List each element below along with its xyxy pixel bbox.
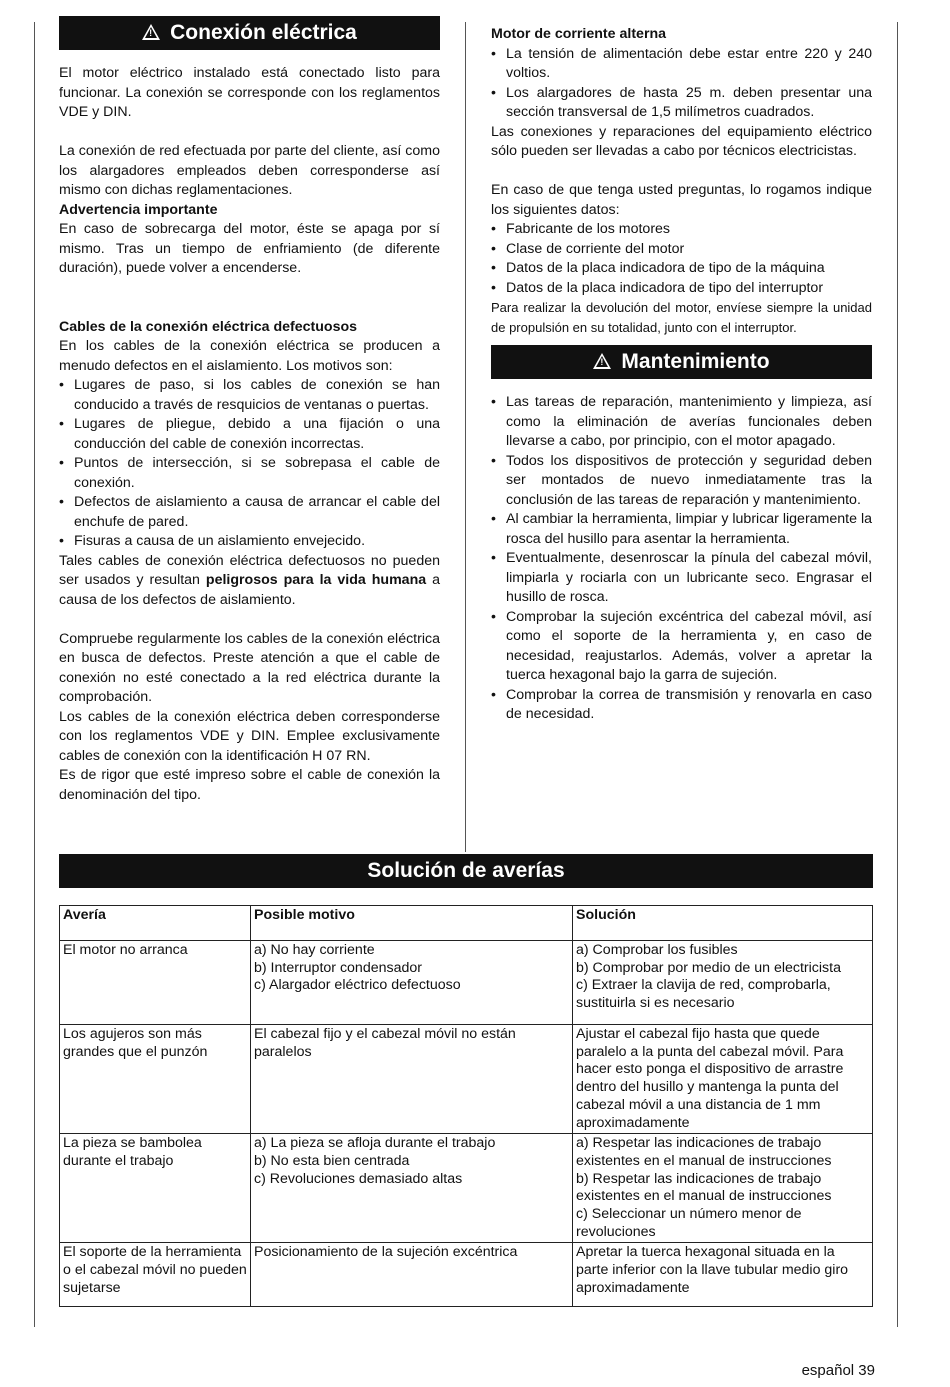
list-item: • Comprobar la correa de transmisión y renovarla en caso de necesidad. [491, 686, 872, 725]
section-header-conexion [59, 16, 440, 50]
table-row [60, 1243, 873, 1307]
troubleshooting-table [59, 905, 873, 1307]
list-item: • Fisuras a causa de un aislamiento envejecido. [59, 532, 440, 552]
section-title: Mantenimiento [621, 350, 770, 373]
paragraph: Para realizar la devolución del motor, envíese siempre la unidad de propulsión en su totalidad, junto con el interruptor. [491, 300, 872, 335]
list-item: • Clase de corriente del motor [491, 240, 872, 260]
table-row [60, 941, 873, 1025]
table-cell: Ajustar el cabezal fijo hasta que quede paralelo a la punta del cabezal móvil. Para hacer esto ponga el dispositivo de arrastre dentro del husillo y mantenga la punta del cabezal móvil a una distancia de 1 mm aproximadamente [573, 1025, 873, 1134]
bullet-list [491, 393, 872, 725]
section-title: Solución de averías [367, 859, 565, 882]
table-header-row [60, 906, 873, 941]
bullet-list [491, 220, 872, 298]
table-cell: Los agujeros son más grandes que el punzón [60, 1025, 251, 1134]
column-header: Avería [60, 906, 251, 941]
list-item: • Los alargadores de hasta 25 m. deben presentar una sección transversal de 1,5 milímetros cuadrados. [491, 84, 872, 123]
right-margin-rule [897, 22, 898, 1327]
list-item: • Las tareas de reparación, mantenimiento y limpieza, así como la eliminación de averías funcionales deben llevarse a cabo, por principio, con el motor apagado. [491, 393, 872, 452]
column-divider [465, 22, 466, 852]
paragraph: La conexión de red efectuada por parte del cliente, así como los alargadores empleados deben corresponderse así mismo con dichas reglamentaciones. [59, 143, 440, 198]
paragraph: Los cables de la conexión eléctrica deben corresponderse con los reglamentos VDE y DIN. Emplee exclusivamente cables de conexión con la identificación H 07 RN. [59, 708, 440, 764]
bullet-list [59, 376, 440, 552]
list-item: • Todos los dispositivos de protección y seguridad deben ser montados de nuevo inmediatamente tras la conclusión de las tareas de reparación y mantenimiento. [491, 452, 872, 511]
section-header-solucion [59, 854, 873, 888]
paragraph: En caso de sobrecarga del motor, éste se apaga por sí mismo. Tras un tiempo de enfriamiento (de diferente duración), puede volver a encenderse. [59, 221, 440, 276]
table-cell: a) Respetar las indicaciones de trabajo existentes en el manual de instrucciones b) Respetar las indicaciones de trabajo existentes en el manual de instrucciones c) Seleccionar un número menor de revoluciones [573, 1134, 873, 1243]
paragraph: Tales cables de conexión eléctrica defectuosos no pueden ser usados y resultan peligrosos para la vida humana a causa de los defectos de aislamiento. [59, 552, 441, 608]
column-header: Solución [573, 906, 873, 941]
table-cell: El soporte de la herramienta o el cabezal móvil no pueden sujetarse [60, 1243, 251, 1307]
warning-icon [142, 24, 160, 40]
left-margin-rule [34, 22, 35, 1327]
list-item: • La tensión de alimentación debe estar entre 220 y 240 voltios. [491, 45, 872, 84]
paragraph: Compruebe regularmente los cables de la conexión eléctrica en busca de defectos. Preste atención a que el cable de conexión no esté conectado a la red eléctrica durante la comprobación. [59, 630, 440, 705]
section-header-mantenimiento [491, 345, 872, 379]
list-item: • Comprobar la sujeción excéntrica del cabezal móvil, así como el soporte de la herramienta y, en caso de necesidad, reajustarlos. Además, volver a apretar la tuerca hexagonal bajo la garra de sujeción. [491, 608, 872, 686]
list-item: • Eventualmente, desenroscar la pínula del cabezal móvil, limpiarla y rociarla con un lubricante seco. Engrasar el husillo de rosca. [491, 549, 872, 608]
list-item: • Datos de la placa indicadora de tipo del interruptor [491, 279, 872, 299]
paragraph: Es de rigor que esté impreso sobre el cable de conexión la denominación del tipo. [59, 767, 440, 803]
table-row [60, 1134, 873, 1243]
warning-icon [593, 353, 611, 369]
table-cell: a) La pieza se afloja durante el trabajo b) No esta bien centrada c) Revoluciones demasiado altas [251, 1134, 573, 1243]
column-header: Posible motivo [251, 906, 573, 941]
table-cell: La pieza se bambolea durante el trabajo [60, 1134, 251, 1243]
subheading: Motor de corriente alterna [491, 26, 667, 42]
list-item: • Datos de la placa indicadora de tipo de la máquina [491, 259, 872, 279]
right-column [491, 25, 872, 725]
table-cell: Apretar la tuerca hexagonal situada en la parte inferior con la llave tubular medio giro aproximadamente [573, 1243, 873, 1307]
table-cell: El motor no arranca [60, 941, 251, 1025]
paragraph: El motor eléctrico instalado está conectado listo para funcionar. La conexión se corresponde con los reglamentos VDE y DIN. [59, 65, 440, 120]
list-item: • Puntos de intersección, si se sobrepasa el cable de conexión. [59, 454, 440, 493]
subheading: Advertencia importante [59, 201, 218, 218]
list-item: • Lugares de paso, si los cables de conexión se han conducido a través de resquicios de ventanas o puertas. [59, 376, 440, 415]
section-title: Conexión eléctrica [170, 21, 357, 44]
list-item: • Fabricante de los motores [491, 220, 872, 240]
list-item: • Al cambiar la herramienta, limpiar y lubricar ligeramente la rosca del husillo para asentar la herramienta. [491, 510, 872, 549]
table-cell: a) Comprobar los fusibles b) Comprobar por medio de un electricista c) Extraer la clavija de red, comprobarla, sustituirla si es necesario [573, 941, 873, 1025]
table-row [60, 1025, 873, 1134]
paragraph: Las conexiones y reparaciones del equipamiento eléctrico sólo pueden ser llevadas a cabo por técnicos electricistas. [491, 123, 872, 159]
table-cell: Posicionamiento de la sujeción excéntrica [251, 1243, 573, 1307]
table-cell: El cabezal fijo y el cabezal móvil no están paralelos [251, 1025, 573, 1134]
paragraph: En los cables de la conexión eléctrica se producen a menudo defectos en el aislamiento. Los motivos son: [59, 338, 440, 374]
paragraph: En caso de que tenga usted preguntas, lo rogamos indique los siguientes datos: [491, 182, 872, 218]
left-column [59, 16, 440, 805]
subheading: Cables de la conexión eléctrica defectuosos [59, 318, 358, 335]
page-footer: español 39 [801, 1362, 875, 1379]
list-item: • Lugares de pliegue, debido a una fijación o una conducción del cable de conexión incorrectas. [59, 415, 440, 454]
table-cell: a) No hay corriente b) Interruptor condensador c) Alargador eléctrico defectuoso [251, 941, 573, 1025]
bullet-list [491, 45, 872, 123]
list-item: • Defectos de aislamiento a causa de arrancar el cable del enchufe de pared. [59, 493, 440, 532]
